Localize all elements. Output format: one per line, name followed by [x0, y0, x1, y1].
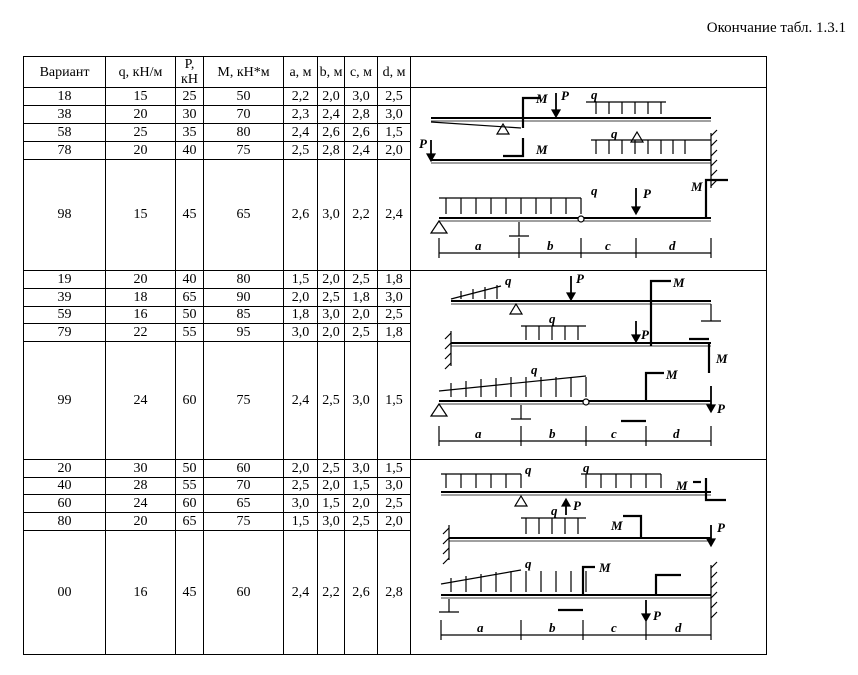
beam-scheme-2 — [411, 271, 766, 455]
cell-c: 2,5 — [345, 271, 378, 289]
cell-p: 55 — [176, 477, 204, 495]
cell-variant: 00 — [24, 530, 106, 655]
cell-variant: 19 — [24, 271, 106, 289]
label-q: q — [583, 460, 590, 475]
cell-m: 95 — [204, 324, 284, 342]
cell-b: 2,2 — [318, 530, 345, 655]
cell-p: 50 — [176, 306, 204, 324]
label-p: P — [643, 186, 651, 201]
cell-b: 2,6 — [318, 123, 345, 141]
label-p: P — [576, 271, 584, 286]
cell-b: 2,4 — [318, 105, 345, 123]
cell-p: 25 — [176, 88, 204, 106]
cell-variant: 58 — [24, 123, 106, 141]
label-d: d — [673, 426, 680, 441]
header-q: q, кН/м — [106, 57, 176, 88]
cell-c: 2,5 — [345, 324, 378, 342]
cell-c: 3,0 — [345, 460, 378, 478]
scheme-cell-2 — [411, 271, 767, 460]
scheme-cell-1 — [411, 88, 767, 271]
header-p: P, кН — [176, 57, 204, 88]
cell-b: 3,0 — [318, 306, 345, 324]
label-q: q — [525, 556, 532, 571]
label-q: q — [591, 183, 598, 198]
cell-d: 1,8 — [378, 324, 411, 342]
label-p: P — [561, 88, 569, 103]
cell-m: 75 — [204, 512, 284, 530]
cell-variant: 18 — [24, 88, 106, 106]
cell-m: 65 — [204, 495, 284, 513]
cell-q: 20 — [106, 105, 176, 123]
beam-scheme-3 — [411, 460, 766, 650]
cell-m: 65 — [204, 159, 284, 270]
cell-m: 70 — [204, 105, 284, 123]
cell-a: 1,8 — [284, 306, 318, 324]
cell-q: 25 — [106, 123, 176, 141]
label-q: q — [505, 273, 512, 288]
header-b: b, м — [318, 57, 345, 88]
cell-m: 75 — [204, 141, 284, 159]
label-a: a — [475, 426, 482, 441]
cell-a: 3,0 — [284, 324, 318, 342]
cell-a: 1,5 — [284, 271, 318, 289]
cell-variant: 20 — [24, 460, 106, 478]
cell-m: 60 — [204, 530, 284, 655]
label-m: M — [716, 351, 728, 366]
label-d: d — [669, 238, 676, 253]
table-row — [24, 460, 767, 478]
cell-a: 2,0 — [284, 460, 318, 478]
cell-p: 60 — [176, 495, 204, 513]
cell-variant: 38 — [24, 105, 106, 123]
label-d: d — [675, 620, 682, 635]
cell-b: 3,0 — [318, 159, 345, 270]
cell-m: 80 — [204, 123, 284, 141]
cell-a: 3,0 — [284, 495, 318, 513]
cell-variant: 40 — [24, 477, 106, 495]
cell-a: 2,4 — [284, 123, 318, 141]
label-q: q — [611, 126, 618, 141]
label-m: M — [673, 275, 685, 290]
cell-a: 2,4 — [284, 342, 318, 460]
label-m: M — [599, 560, 611, 575]
cell-c: 2,0 — [345, 495, 378, 513]
cell-m: 80 — [204, 271, 284, 289]
cell-p: 45 — [176, 159, 204, 270]
cell-d: 2,5 — [378, 495, 411, 513]
label-b: b — [549, 620, 556, 635]
cell-b: 2,0 — [318, 324, 345, 342]
cell-p: 35 — [176, 123, 204, 141]
cell-p: 60 — [176, 342, 204, 460]
cell-a: 2,4 — [284, 530, 318, 655]
label-m: M — [691, 179, 703, 194]
cell-b: 2,0 — [318, 271, 345, 289]
cell-d: 2,4 — [378, 159, 411, 270]
cell-c: 2,6 — [345, 123, 378, 141]
cell-d: 2,5 — [378, 306, 411, 324]
cell-variant: 80 — [24, 512, 106, 530]
cell-q: 16 — [106, 306, 176, 324]
label-p: P — [717, 520, 725, 535]
cell-p: 65 — [176, 288, 204, 306]
table-row — [24, 271, 767, 289]
cell-variant: 60 — [24, 495, 106, 513]
cell-b: 2,5 — [318, 342, 345, 460]
label-p: P — [653, 608, 661, 623]
cell-b: 2,0 — [318, 88, 345, 106]
cell-c: 2,5 — [345, 512, 378, 530]
label-m: M — [611, 518, 623, 533]
cell-m: 85 — [204, 306, 284, 324]
header-variant: Вариант — [24, 57, 106, 88]
cell-q: 20 — [106, 271, 176, 289]
label-m: M — [666, 367, 678, 382]
cell-b: 2,8 — [318, 141, 345, 159]
label-c: c — [605, 238, 611, 253]
cell-c: 2,8 — [345, 105, 378, 123]
cell-d: 3,0 — [378, 105, 411, 123]
cell-d: 3,0 — [378, 288, 411, 306]
header-row — [24, 57, 767, 88]
cell-q: 15 — [106, 88, 176, 106]
cell-p: 40 — [176, 141, 204, 159]
cell-d: 2,0 — [378, 141, 411, 159]
cell-c: 2,0 — [345, 306, 378, 324]
label-q: q — [591, 88, 598, 102]
cell-c: 2,2 — [345, 159, 378, 270]
cell-q: 20 — [106, 141, 176, 159]
cell-a: 2,5 — [284, 141, 318, 159]
cell-c: 3,0 — [345, 88, 378, 106]
cell-b: 2,5 — [318, 460, 345, 478]
cell-a: 2,3 — [284, 105, 318, 123]
cell-m: 90 — [204, 288, 284, 306]
cell-d: 2,5 — [378, 88, 411, 106]
cell-q: 24 — [106, 342, 176, 460]
cell-variant: 98 — [24, 159, 106, 270]
cell-d: 2,0 — [378, 512, 411, 530]
cell-m: 50 — [204, 88, 284, 106]
cell-b: 2,0 — [318, 477, 345, 495]
header-d: d, м — [378, 57, 411, 88]
cell-m: 75 — [204, 342, 284, 460]
cell-a: 2,5 — [284, 477, 318, 495]
label-m: M — [536, 91, 548, 106]
cell-d: 1,8 — [378, 271, 411, 289]
cell-d: 1,5 — [378, 342, 411, 460]
cell-c: 1,5 — [345, 477, 378, 495]
cell-a: 2,6 — [284, 159, 318, 270]
header-c: c, м — [345, 57, 378, 88]
header-scheme — [411, 57, 767, 88]
cell-p: 30 — [176, 105, 204, 123]
cell-a: 1,5 — [284, 512, 318, 530]
cell-c: 1,8 — [345, 288, 378, 306]
cell-b: 1,5 — [318, 495, 345, 513]
cell-q: 18 — [106, 288, 176, 306]
cell-d: 1,5 — [378, 123, 411, 141]
label-q: q — [549, 311, 556, 326]
label-q: q — [551, 503, 558, 518]
beam-scheme-1 — [411, 88, 766, 266]
label-p: P — [573, 498, 581, 513]
cell-c: 2,4 — [345, 141, 378, 159]
cell-q: 24 — [106, 495, 176, 513]
cell-p: 55 — [176, 324, 204, 342]
variants-table — [23, 56, 767, 655]
cell-m: 60 — [204, 460, 284, 478]
cell-q: 22 — [106, 324, 176, 342]
cell-d: 2,8 — [378, 530, 411, 655]
cell-p: 65 — [176, 512, 204, 530]
label-q: q — [531, 362, 538, 377]
cell-q: 28 — [106, 477, 176, 495]
cell-a: 2,0 — [284, 288, 318, 306]
cell-p: 40 — [176, 271, 204, 289]
table-caption: Окончание табл. 1.3.1 — [706, 20, 846, 36]
cell-q: 30 — [106, 460, 176, 478]
cell-d: 3,0 — [378, 477, 411, 495]
table-row — [24, 88, 767, 106]
cell-m: 70 — [204, 477, 284, 495]
cell-variant: 59 — [24, 306, 106, 324]
cell-c: 3,0 — [345, 342, 378, 460]
cell-b: 3,0 — [318, 512, 345, 530]
cell-b: 2,5 — [318, 288, 345, 306]
label-b: b — [547, 238, 554, 253]
cell-q: 15 — [106, 159, 176, 270]
cell-c: 2,6 — [345, 530, 378, 655]
header-a: a, м — [284, 57, 318, 88]
cell-d: 1,5 — [378, 460, 411, 478]
label-p: P — [419, 136, 427, 151]
label-c: c — [611, 426, 617, 441]
cell-p: 50 — [176, 460, 204, 478]
label-m: M — [676, 478, 688, 493]
label-q: q — [525, 462, 532, 477]
label-p: P — [717, 401, 725, 416]
header-m: M, кН*м — [204, 57, 284, 88]
cell-variant: 78 — [24, 141, 106, 159]
label-a: a — [477, 620, 484, 635]
cell-variant: 39 — [24, 288, 106, 306]
cell-variant: 79 — [24, 324, 106, 342]
cell-p: 45 — [176, 530, 204, 655]
cell-variant: 99 — [24, 342, 106, 460]
cell-q: 16 — [106, 530, 176, 655]
label-c: c — [611, 620, 617, 635]
label-m: M — [536, 142, 548, 157]
cell-q: 20 — [106, 512, 176, 530]
scheme-cell-3 — [411, 460, 767, 655]
label-a: a — [475, 238, 482, 253]
cell-a: 2,2 — [284, 88, 318, 106]
label-b: b — [549, 426, 556, 441]
label-p: P — [641, 327, 649, 342]
